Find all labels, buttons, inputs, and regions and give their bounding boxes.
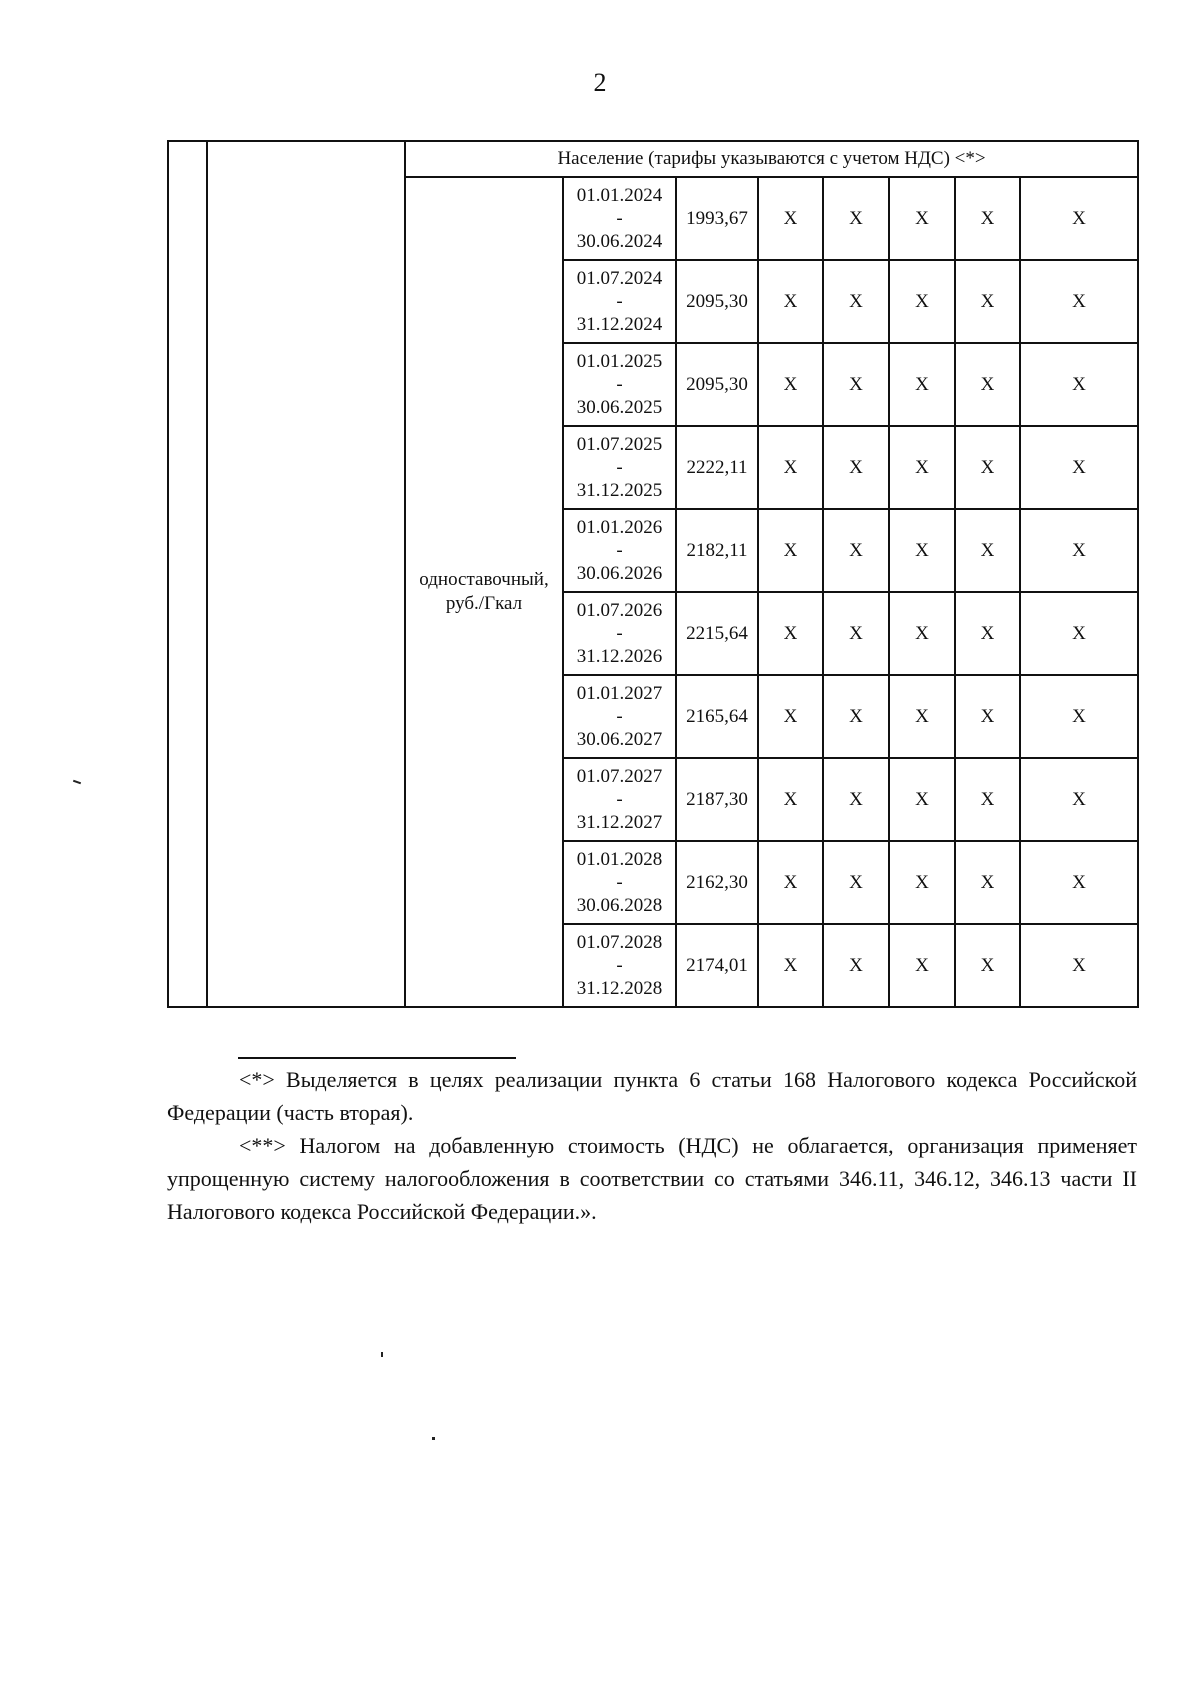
footnotes	[167, 1063, 1137, 1228]
period-cell	[563, 509, 676, 592]
scan-speck	[432, 1437, 435, 1440]
period-from: 01.01.2024	[576, 185, 663, 206]
not-applicable-mark: X	[955, 758, 1020, 841]
not-applicable-mark: X	[889, 260, 955, 343]
period-dash: -	[616, 789, 623, 810]
period-to: 30.06.2025	[576, 397, 663, 418]
period-to: 30.06.2027	[576, 729, 663, 750]
not-applicable-mark: X	[955, 177, 1020, 260]
not-applicable-mark: X	[889, 758, 955, 841]
not-applicable-mark: X	[758, 758, 823, 841]
not-applicable-mark: X	[1020, 343, 1138, 426]
not-applicable-mark: X	[955, 509, 1020, 592]
not-applicable-mark: X	[823, 260, 889, 343]
not-applicable-mark: X	[1020, 177, 1138, 260]
not-applicable-mark: X	[889, 509, 955, 592]
period-to: 31.12.2025	[576, 480, 663, 501]
not-applicable-mark: X	[889, 675, 955, 758]
not-applicable-mark: X	[955, 841, 1020, 924]
number-column-cell	[168, 141, 207, 1007]
not-applicable-mark: X	[758, 260, 823, 343]
not-applicable-mark: X	[823, 426, 889, 509]
period-from: 01.07.2027	[576, 766, 663, 787]
period-dash: -	[616, 457, 623, 478]
not-applicable-mark: X	[889, 592, 955, 675]
period-to: 31.12.2026	[576, 646, 663, 667]
footnote-separator	[238, 1057, 516, 1059]
not-applicable-mark: X	[1020, 758, 1138, 841]
period-cell	[563, 841, 676, 924]
period-from: 01.07.2024	[576, 268, 663, 289]
table-header-row	[168, 141, 1138, 177]
not-applicable-mark: X	[758, 924, 823, 1007]
not-applicable-mark: X	[889, 426, 955, 509]
not-applicable-mark: X	[823, 343, 889, 426]
period-dash: -	[616, 872, 623, 893]
not-applicable-mark: X	[955, 592, 1020, 675]
period-to: 30.06.2028	[576, 895, 663, 916]
not-applicable-mark: X	[758, 592, 823, 675]
not-applicable-mark: X	[889, 841, 955, 924]
not-applicable-mark: X	[889, 924, 955, 1007]
not-applicable-mark: X	[1020, 509, 1138, 592]
period-cell	[563, 758, 676, 841]
period-cell	[563, 260, 676, 343]
period-to: 31.12.2028	[576, 978, 663, 999]
not-applicable-mark: X	[758, 675, 823, 758]
tariff-value-cell: 2165,64	[676, 675, 758, 758]
tariff-type-cell: одноставочный, руб./Гкал	[405, 177, 563, 1007]
footnote-vat-allocated: <*> Выделяется в целях реализации пункта 6 статьи 168 Налогового кодекса Российской Федерации (часть вторая).	[167, 1067, 1137, 1125]
period-to: 30.06.2026	[576, 563, 663, 584]
not-applicable-mark: X	[1020, 841, 1138, 924]
period-dash: -	[616, 623, 623, 644]
scan-speck	[73, 780, 81, 785]
not-applicable-mark: X	[955, 426, 1020, 509]
tariff-value-cell: 2182,11	[676, 509, 758, 592]
not-applicable-mark: X	[955, 343, 1020, 426]
footnote-vat-exempt: <**> Налогом на добавленную стоимость (НДС) не облагается, организация применяет упрощенную систему налогообложения в соответствии со статьями 346.11, 346.12, 346.13 части II Налогового кодекса Российской Федерации.».	[167, 1133, 1137, 1224]
period-from: 01.07.2028	[576, 932, 663, 953]
period-cell	[563, 924, 676, 1007]
organization-column-cell	[207, 141, 405, 1007]
period-cell	[563, 426, 676, 509]
period-dash: -	[616, 374, 623, 395]
not-applicable-mark: X	[758, 426, 823, 509]
period-from: 01.07.2025	[576, 434, 663, 455]
scan-speck	[381, 1352, 383, 1357]
period-from: 01.01.2026	[576, 517, 663, 538]
period-dash: -	[616, 291, 623, 312]
period-from: 01.01.2028	[576, 849, 663, 870]
tariff-table	[167, 140, 1139, 1008]
period-cell	[563, 343, 676, 426]
period-dash: -	[616, 955, 623, 976]
period-dash: -	[616, 540, 623, 561]
tariff-value-cell: 2095,30	[676, 260, 758, 343]
period-cell	[563, 177, 676, 260]
not-applicable-mark: X	[823, 675, 889, 758]
period-dash: -	[616, 706, 623, 727]
period-to: 31.12.2024	[576, 314, 663, 335]
tariff-value-cell: 1993,67	[676, 177, 758, 260]
not-applicable-mark: X	[955, 924, 1020, 1007]
tariff-value-cell: 2095,30	[676, 343, 758, 426]
not-applicable-mark: X	[758, 177, 823, 260]
not-applicable-mark: X	[823, 924, 889, 1007]
not-applicable-mark: X	[1020, 260, 1138, 343]
not-applicable-mark: X	[1020, 592, 1138, 675]
not-applicable-mark: X	[758, 343, 823, 426]
not-applicable-mark: X	[823, 592, 889, 675]
tariff-value-cell: 2215,64	[676, 592, 758, 675]
tariff-value-cell: 2174,01	[676, 924, 758, 1007]
tariff-value-cell: 2187,30	[676, 758, 758, 841]
not-applicable-mark: X	[1020, 675, 1138, 758]
period-to: 30.06.2024	[576, 231, 663, 252]
not-applicable-mark: X	[1020, 426, 1138, 509]
page-number: 2	[593, 68, 607, 97]
not-applicable-mark: X	[955, 675, 1020, 758]
not-applicable-mark: X	[823, 177, 889, 260]
period-to: 31.12.2027	[576, 812, 663, 833]
not-applicable-mark: X	[955, 260, 1020, 343]
not-applicable-mark: X	[1020, 924, 1138, 1007]
period-dash: -	[616, 208, 623, 229]
tariff-value-cell: 2162,30	[676, 841, 758, 924]
tariff-value-cell: 2222,11	[676, 426, 758, 509]
not-applicable-mark: X	[758, 841, 823, 924]
period-cell	[563, 675, 676, 758]
not-applicable-mark: X	[823, 509, 889, 592]
not-applicable-mark: X	[823, 758, 889, 841]
not-applicable-mark: X	[889, 177, 955, 260]
not-applicable-mark: X	[823, 841, 889, 924]
not-applicable-mark: X	[758, 509, 823, 592]
not-applicable-mark: X	[889, 343, 955, 426]
period-from: 01.07.2026	[576, 600, 663, 621]
period-cell	[563, 592, 676, 675]
period-from: 01.01.2025	[576, 351, 663, 372]
section-header: Население (тарифы указываются с учетом НДС) <*>	[405, 141, 1138, 177]
period-from: 01.01.2027	[576, 683, 663, 704]
